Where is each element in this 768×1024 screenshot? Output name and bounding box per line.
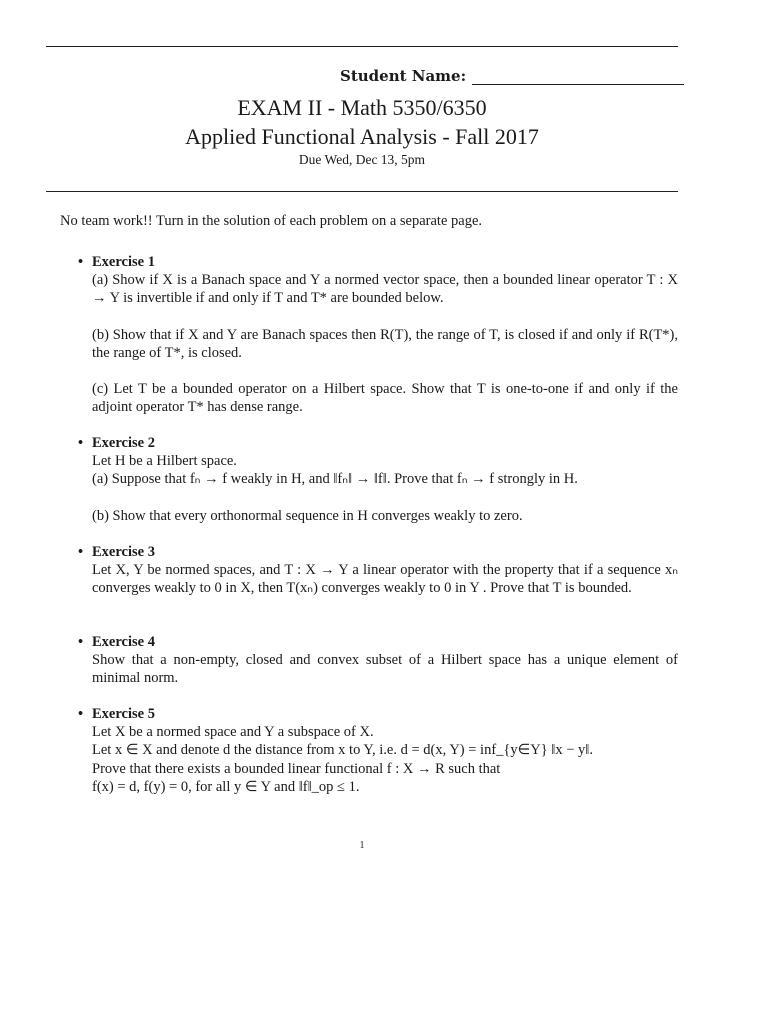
exercise-paragraph: (a) Show if X is a Banach space and Y a normed vector space, then a bounded linear operator T : X → Y is invertible if and only if T and T* are bounded below. bbox=[92, 272, 678, 307]
course-title: Applied Functional Analysis - Fall 2017 bbox=[185, 124, 539, 149]
exercise-title: Exercise 5 bbox=[92, 706, 155, 722]
exam-title: EXAM II - Math 5350/6350 bbox=[237, 95, 487, 120]
bullet-icon: • bbox=[78, 706, 84, 722]
bullet-icon: • bbox=[78, 254, 84, 270]
top-rule bbox=[46, 46, 678, 47]
instructions: No team work!! Turn in the solution of each problem on a separate page. bbox=[60, 213, 483, 229]
exercise-title: Exercise 4 bbox=[92, 634, 155, 650]
header-rule bbox=[46, 191, 678, 192]
exercise-title: Exercise 1 bbox=[92, 254, 155, 270]
exercise-2 bbox=[78, 434, 678, 525]
bullet-icon: • bbox=[78, 544, 84, 560]
student-name-blank bbox=[472, 69, 684, 85]
page-number: 1 bbox=[359, 840, 365, 851]
exercise-title: Exercise 3 bbox=[92, 544, 155, 560]
exercise-paragraph: Let H be a Hilbert space. bbox=[92, 453, 237, 470]
exercise-1 bbox=[78, 253, 678, 416]
exercise-paragraph: Let X be a normed space and Y a subspace of X. bbox=[92, 724, 374, 741]
student-name-label: Student Name: bbox=[340, 67, 467, 85]
exercise-title: Exercise 2 bbox=[92, 435, 155, 451]
exercise-paragraph: Show that a non-empty, closed and convex subset of a Hilbert space has a unique element of minimal norm. bbox=[92, 652, 678, 687]
bullet-icon: • bbox=[78, 634, 84, 650]
exercise-paragraph: (a) Suppose that fₙ → f weakly in H, and ‖fₙ‖ → ‖f‖. Prove that fₙ → f strongly in H. bbox=[92, 471, 578, 488]
due-date: Due Wed, Dec 13, 5pm bbox=[298, 152, 426, 167]
exercise-paragraph: Prove that there exists a bounded linear functional f : X → R such that bbox=[92, 760, 501, 777]
exercise-paragraph: f(x) = d, f(y) = 0, for all y ∈ Y and ‖f‖_op ≤ 1. bbox=[92, 778, 360, 795]
exercise-4 bbox=[78, 633, 678, 688]
exercise-paragraph: (b) Show that every orthonormal sequence in H converges weakly to zero. bbox=[92, 507, 523, 524]
exercise-paragraph: Let X, Y be normed spaces, and T : X → Y a linear operator with the property that if a sequence xₙ converges weakly to 0 in X, then T(xₙ) converges weakly to 0 in Y . Prove that T is bounded. bbox=[92, 562, 678, 597]
student-name-field bbox=[340, 67, 684, 85]
exercise-5 bbox=[78, 705, 678, 796]
exercise-paragraph: Let x ∈ X and denote d the distance from x to Y, i.e. d = d(x, Y) = inf_{y∈Y} ‖x − y‖. bbox=[92, 742, 593, 759]
exercise-paragraph: (b) Show that if X and Y are Banach spaces then R(T), the range of T, is closed if and only if R(T*), the range of T*, is closed. bbox=[92, 326, 678, 361]
exercise-paragraph: (c) Let T be a bounded operator on a Hilbert space. Show that T is one-to-one if and only if the adjoint operator T* has dense range. bbox=[92, 381, 678, 416]
bullet-icon: • bbox=[78, 435, 84, 451]
exercise-3 bbox=[78, 543, 678, 598]
